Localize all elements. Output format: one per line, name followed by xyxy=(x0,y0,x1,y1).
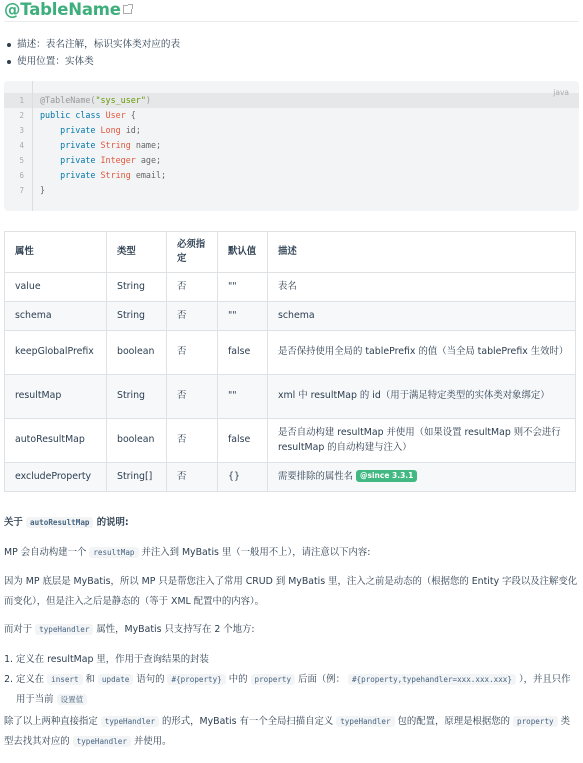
cell-default: "" xyxy=(218,302,268,331)
list-item-usage: 使用位置：实体类 xyxy=(17,53,180,70)
inline-code: autoResultMap xyxy=(26,517,93,528)
inline-code: typeHandler xyxy=(336,716,394,727)
line-number: 3 xyxy=(19,126,24,135)
inline-code: update xyxy=(98,674,133,685)
col-header-description: 描述 xyxy=(268,232,576,273)
code-type: Long xyxy=(100,125,121,135)
cell-type: String xyxy=(107,375,167,419)
code-text: age; xyxy=(135,155,162,165)
cell-type: boolean xyxy=(107,419,167,463)
col-header-property: 属性 xyxy=(5,232,107,273)
since-badge: @since 3.3.1 xyxy=(356,470,417,482)
heading-divider xyxy=(4,21,579,22)
col-header-required: 必须指定 xyxy=(167,232,218,273)
cell-description: 是否保持使用全局的 tablePrefix 的值（当全局 tablePrefix 生效时） xyxy=(268,331,576,375)
cell-description: 是否自动构建 resultMap 并使用（如果设置 resultMap 则不会进行 resultMap 的自动构建与注入） xyxy=(268,419,576,463)
code-line xyxy=(40,95,151,105)
col-header-default: 默认值 xyxy=(218,232,268,273)
code-keyword: private xyxy=(60,170,96,180)
cell-default: "" xyxy=(218,273,268,302)
notes-heading-suffix: 的说明: xyxy=(96,517,129,528)
line-number: 6 xyxy=(19,171,24,180)
code-line xyxy=(40,155,161,165)
code-line xyxy=(40,185,45,195)
code-keyword: private xyxy=(60,140,96,150)
line-number: 2 xyxy=(19,111,24,120)
table-row xyxy=(5,302,576,331)
code-text: email; xyxy=(130,170,167,180)
inline-code: property xyxy=(251,674,296,685)
line-number: 1 xyxy=(19,96,24,105)
cell-description: schema xyxy=(268,302,576,331)
code-type: Integer xyxy=(100,155,136,165)
inline-code: 设置值 xyxy=(57,694,88,705)
table-row xyxy=(5,375,576,419)
cell-description: xml 中 resultMap 的 id（用于满足特定类型的实体类对象绑定） xyxy=(268,375,576,419)
code-line xyxy=(40,110,136,120)
cell-default: "" xyxy=(218,375,268,419)
cell-required: 否 xyxy=(167,419,218,463)
text: MP 会自动构建一个 xyxy=(4,547,87,558)
list-item xyxy=(16,670,579,710)
summary-list xyxy=(4,36,180,70)
code-keyword: class xyxy=(75,110,101,120)
text: 定义在 xyxy=(16,674,45,685)
table-row xyxy=(5,331,576,375)
cell-property: keepGlobalPrefix xyxy=(5,331,107,375)
notes-paragraph-2: 因为 MP 底层是 MyBatis，所以 MP 只是帮您注入了常用 CRUD 到 MyBatis 里，注入之前是动态的（根据您的 Entity 字段以及注解变化而变化），但是注入之后是静态的（等于 XML 配置中的内容）。 xyxy=(4,576,578,607)
text: 除了以上两种直接指定 xyxy=(4,716,98,727)
code-line xyxy=(40,170,166,180)
text: 属性，MyBatis 只支持写在 2 个地方: xyxy=(96,624,255,635)
code-language-label: java xyxy=(553,88,569,97)
page-title xyxy=(4,0,132,19)
line-number: 7 xyxy=(19,186,24,195)
list-item: 1. 定义在 resultMap 里，作用于查询结果的封装 xyxy=(16,650,579,670)
cell-required: 否 xyxy=(167,302,218,331)
text: 类型去找其对应的 xyxy=(4,716,570,747)
code-text: id; xyxy=(120,125,141,135)
inline-code: typeHandler xyxy=(101,716,159,727)
code-keyword: public xyxy=(40,110,71,120)
text: 和 xyxy=(85,674,95,685)
notes-paragraph-1 xyxy=(4,543,579,563)
code-type: String xyxy=(100,170,131,180)
text: 语句的 xyxy=(136,674,165,685)
notes-heading xyxy=(4,513,579,533)
cell-type: String xyxy=(107,302,167,331)
code-keyword: private xyxy=(60,125,96,135)
cell-type: boolean xyxy=(107,331,167,375)
notes-heading-prefix: 关于 xyxy=(4,517,23,528)
inline-code: property xyxy=(513,716,558,727)
text: 并使用。 xyxy=(133,736,172,747)
text: 而对于 xyxy=(4,624,33,635)
cell-type: String[] xyxy=(107,463,167,492)
inline-code: typeHandler xyxy=(35,624,93,635)
text: 后面（例： xyxy=(298,674,345,685)
table-row xyxy=(5,273,576,302)
code-line xyxy=(40,125,141,135)
line-number: 5 xyxy=(19,156,24,165)
code-annotation: @TableName( xyxy=(40,95,96,105)
text: 并注入到 MyBatis 里（一般用不上），请注意以下内容: xyxy=(141,547,371,558)
table-header-row xyxy=(5,232,576,273)
code-line xyxy=(40,140,161,150)
cell-property: value xyxy=(5,273,107,302)
cell-type: String xyxy=(107,273,167,302)
cell-description: 表名 xyxy=(268,273,576,302)
cell-default: false xyxy=(218,419,268,463)
code-type: String xyxy=(100,140,131,150)
cell-default: {} xyxy=(218,463,268,492)
table-row xyxy=(5,419,576,463)
inline-code: #{property} xyxy=(167,674,225,685)
line-number: 4 xyxy=(19,141,24,150)
text: 的形式，MyBatis 有一个全局扫描自定义 xyxy=(162,716,334,727)
cell-property: autoResultMap xyxy=(5,419,107,463)
code-keyword: private xyxy=(60,155,96,165)
notes-paragraph-3 xyxy=(4,620,579,640)
properties-table xyxy=(4,231,576,492)
code-type: User xyxy=(105,110,126,120)
text: 包的配置，原理是根据您的 xyxy=(397,716,511,727)
typehandler-locations-list xyxy=(4,650,579,710)
cell-description xyxy=(268,463,576,492)
code-block xyxy=(4,81,579,211)
code-punct: ) xyxy=(145,95,151,105)
cell-default: false xyxy=(218,331,268,375)
cell-property: schema xyxy=(5,302,107,331)
code-string: "sys_user" xyxy=(95,95,146,105)
cell-required: 否 xyxy=(167,331,218,375)
external-link-icon[interactable] xyxy=(123,5,132,14)
inline-code: resultMap xyxy=(89,547,138,558)
notes-paragraph-4 xyxy=(4,712,579,752)
col-header-type: 类型 xyxy=(107,232,167,273)
table-row xyxy=(5,463,576,492)
cell-property: excludeProperty xyxy=(5,463,107,492)
list-item-description: 描述：表名注解，标识实体类对应的表 xyxy=(17,36,180,53)
inline-code: #{property,typehandler=xxx.xxx.xxx} xyxy=(348,674,516,685)
cell-required: 否 xyxy=(167,375,218,419)
cell-required: 否 xyxy=(167,273,218,302)
cell-required: 否 xyxy=(167,463,218,492)
code-text: { xyxy=(125,110,136,120)
inline-code: typeHandler xyxy=(73,736,131,747)
page-title-text: @TableName xyxy=(4,0,121,19)
description-text: 需要排除的属性名 xyxy=(278,470,354,482)
cell-property: resultMap xyxy=(5,375,107,419)
text: ），并且只作用于当前 xyxy=(16,674,571,705)
inline-code: insert xyxy=(47,674,82,685)
code-text: name; xyxy=(130,140,162,150)
code-text: } xyxy=(40,185,46,195)
text: 中的 xyxy=(228,674,248,685)
